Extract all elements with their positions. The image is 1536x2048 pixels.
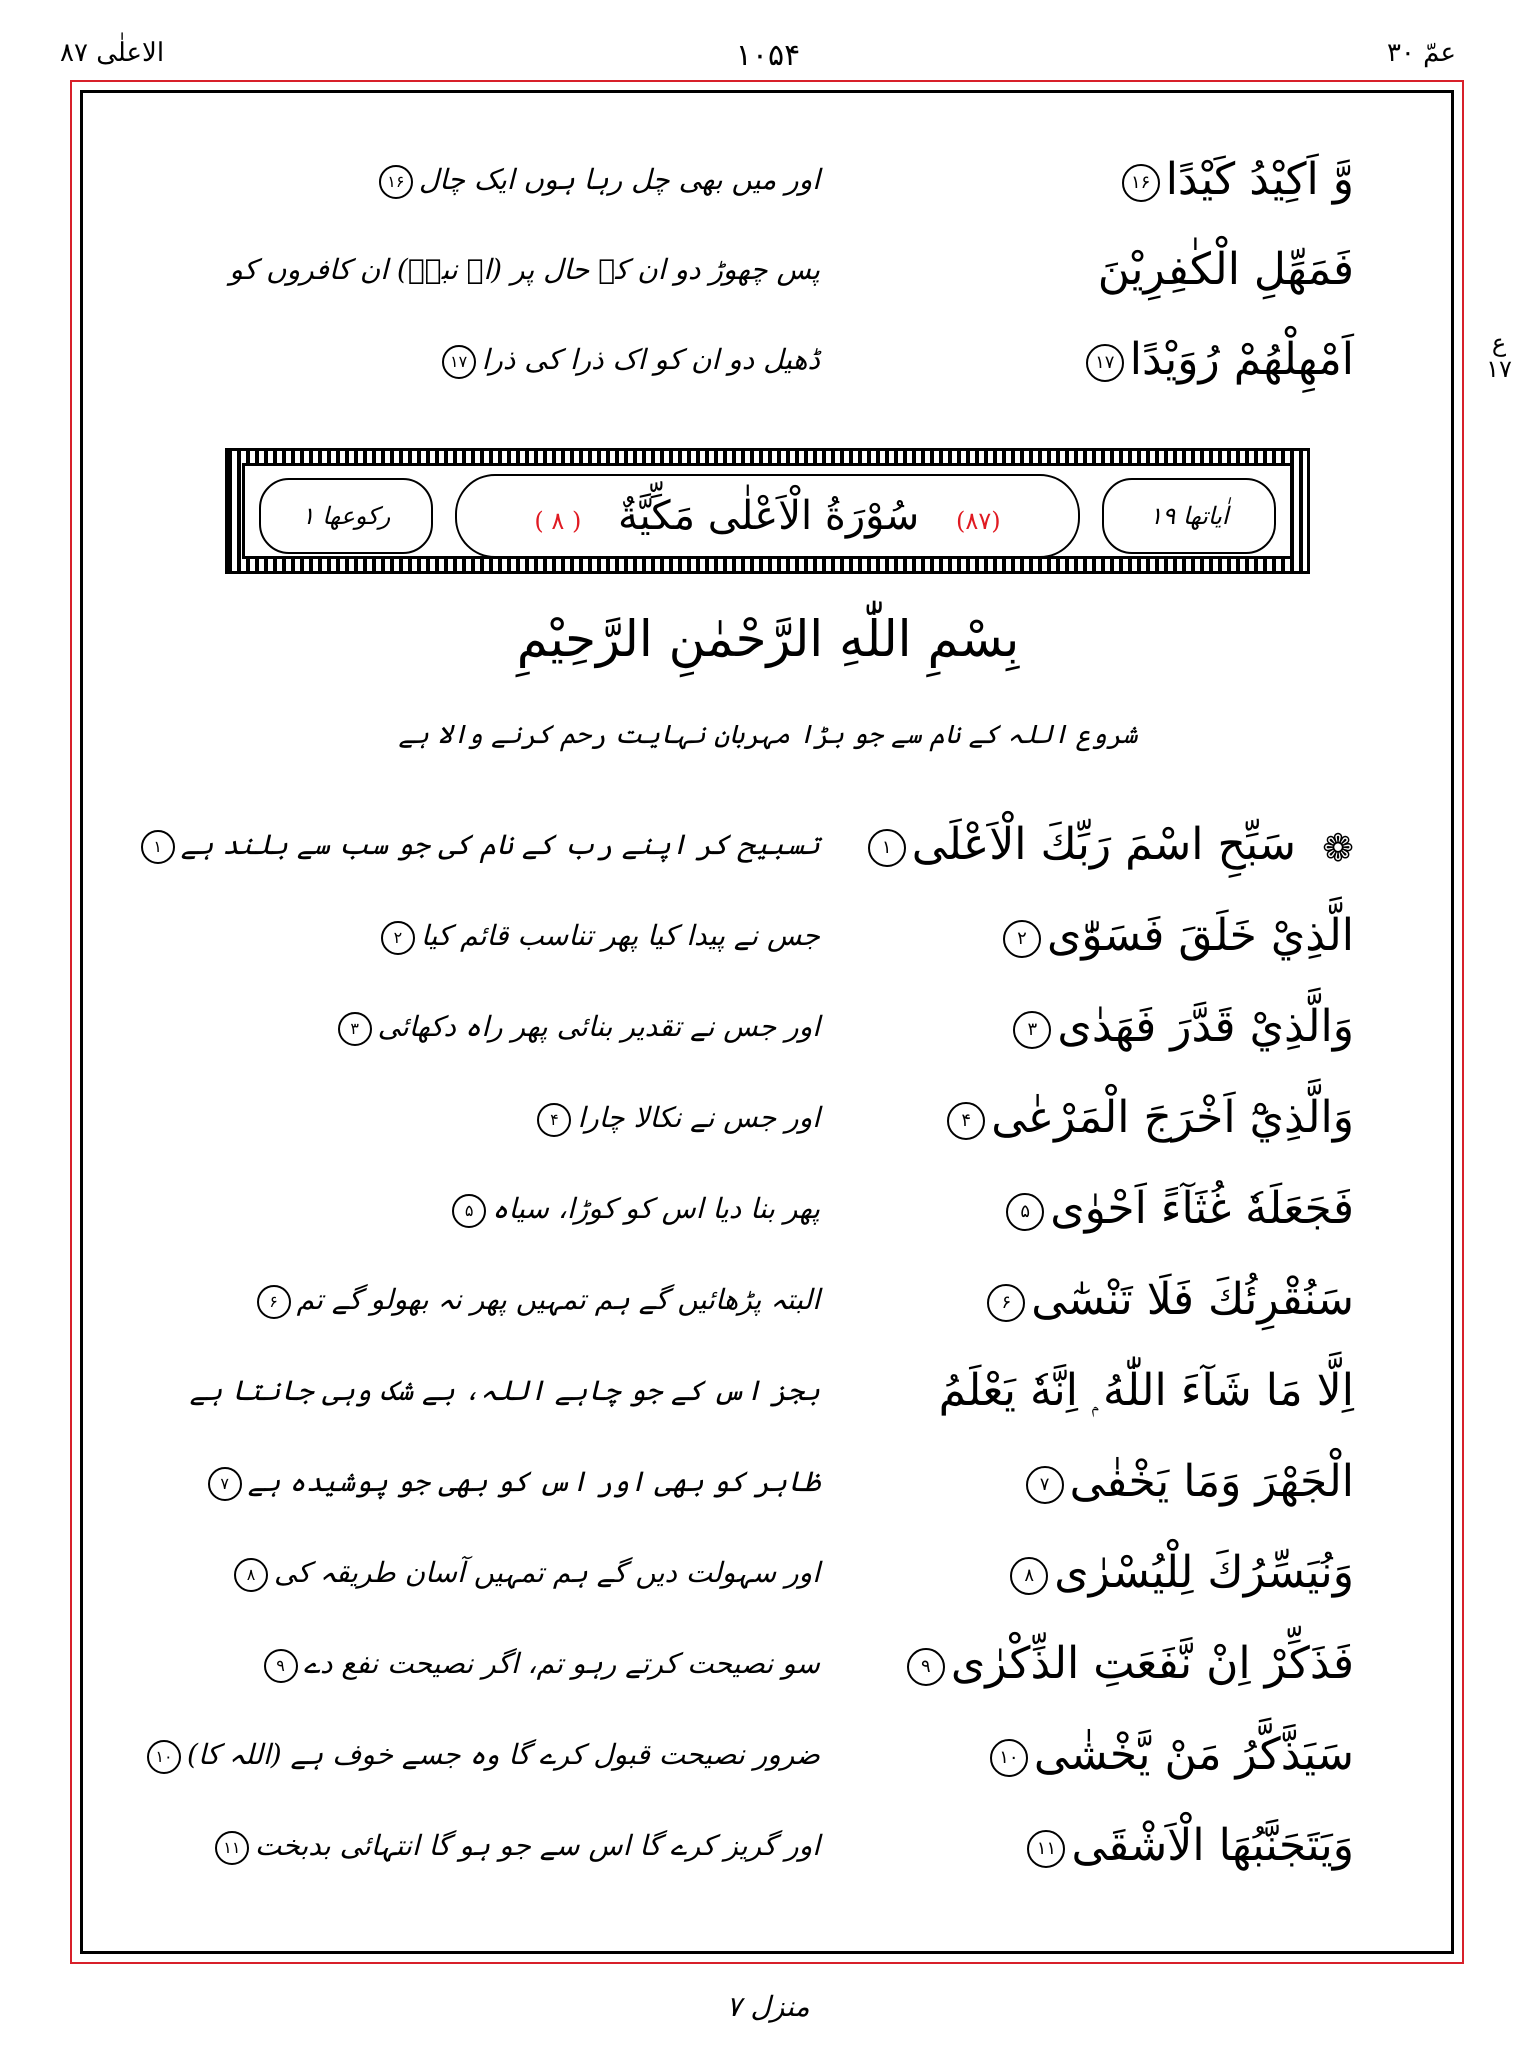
urdu-translation bbox=[155, 1710, 820, 1800]
verse-number: ۲ bbox=[1003, 920, 1041, 958]
arabic-text: وَالَّذِيْ قَدَّرَ فَهَدٰى bbox=[1057, 1001, 1354, 1052]
arabic-verse bbox=[754, 800, 1354, 890]
urdu-text: پھر بنا دیا اس کو کوڑا، سیاہ bbox=[492, 1192, 820, 1225]
arabic-verse bbox=[754, 1801, 1354, 1891]
revelation-order: ( ۸ ) bbox=[534, 507, 582, 535]
verse-row bbox=[80, 225, 1454, 315]
urdu-text: تسبیح کر اپنے رب کے نام کی جو سب سے بلند ہے bbox=[180, 828, 820, 861]
arabic-text: الَّذِيْ خَلَقَ فَسَوّٰى bbox=[1046, 910, 1354, 961]
arabic-text: وَنُيَسِّرُكَ لِلْيُسْرٰى bbox=[1054, 1547, 1354, 1598]
translation-number: ۱ bbox=[141, 830, 175, 864]
urdu-text: اور جس نے نکالا چارا bbox=[577, 1101, 820, 1134]
urdu-text: سو نصیحت کرتے رہو تم، اگر نصیحت نفع دے bbox=[303, 1647, 820, 1680]
verse-row bbox=[80, 1710, 1454, 1800]
urdu-text: البتہ پڑھائیں گے ہم تمہیں پھر نہ بھولو گے تم bbox=[296, 1283, 820, 1316]
verse-number: ۱۱ bbox=[1027, 1830, 1065, 1868]
arabic-verse bbox=[754, 982, 1354, 1072]
translation-number: ۴ bbox=[537, 1103, 571, 1137]
urdu-translation bbox=[153, 800, 820, 890]
arabic-verse bbox=[754, 1528, 1354, 1618]
translation-number: ۹ bbox=[264, 1649, 298, 1683]
translation-number: ۱۷ bbox=[442, 345, 476, 379]
translation-number: ۸ bbox=[234, 1558, 268, 1592]
urdu-text: ضرور نصیحت قبول کرے گا وہ جسے خوف ہے (اللہ کا) bbox=[187, 1738, 820, 1771]
ruku-count-box bbox=[259, 478, 433, 554]
arabic-verse bbox=[754, 315, 1354, 405]
verse-number: ۹ bbox=[907, 1648, 945, 1686]
translation-number: ۷ bbox=[208, 1467, 242, 1501]
urdu-text: جس نے پیدا کیا پھر تناسب قائم کیا bbox=[420, 919, 820, 952]
urdu-text: اور جس نے تقدیر بنائی پھر راہ دکھائی bbox=[377, 1010, 820, 1043]
urdu-translation bbox=[200, 1801, 820, 1891]
translation-number: ۵ bbox=[452, 1194, 486, 1228]
arabic-text: سَنُقْرِئُكَ فَلَا تَنْسٰٓى bbox=[1031, 1274, 1354, 1325]
arabic-verse bbox=[754, 1619, 1354, 1709]
urdu-translation bbox=[200, 1528, 820, 1618]
urdu-translation bbox=[200, 1619, 820, 1709]
arabic-verse bbox=[754, 891, 1354, 981]
arabic-text: فَذَكِّرْ اِنْ نَّفَعَتِ الذِّكْرٰى bbox=[950, 1638, 1354, 1689]
translation-number: ۱۰ bbox=[147, 1740, 181, 1774]
arabic-verse bbox=[754, 1164, 1354, 1254]
verse-row bbox=[80, 135, 1454, 225]
arabic-verse bbox=[754, 225, 1354, 315]
urdu-text: اور سہولت دیں گے ہم تمہیں آسان طریقہ کی bbox=[274, 1556, 820, 1589]
translation-number: ۶ bbox=[257, 1285, 291, 1319]
urdu-translation bbox=[200, 315, 820, 405]
verse-row bbox=[80, 891, 1454, 981]
verse-row bbox=[80, 1619, 1454, 1709]
surah-title: سُوْرَةُ الْاَعْلٰى مَكِّيَّةٌ bbox=[618, 493, 920, 539]
translation-number: ۲ bbox=[381, 921, 415, 955]
urdu-translation bbox=[200, 891, 820, 981]
verse-row bbox=[80, 1073, 1454, 1163]
surah-number: (۸۷) bbox=[956, 507, 1001, 535]
page-number: ۱۰۵۴ bbox=[735, 38, 801, 73]
verse-number: ۷ bbox=[1026, 1466, 1064, 1504]
ayat-count-box bbox=[1102, 478, 1276, 554]
verse-number: ۴ bbox=[947, 1102, 985, 1140]
arabic-text: اَمْهِلْهُمْ رُوَيْدًا bbox=[1129, 334, 1354, 385]
verse-row bbox=[80, 1164, 1454, 1254]
translation-number: ۳ bbox=[338, 1012, 372, 1046]
arabic-text: الْجَهْرَ وَمَا يَخْفٰى bbox=[1069, 1456, 1354, 1507]
ruku-margin-note: ع ۱۷ bbox=[1486, 329, 1512, 383]
translation-number: ۱۱ bbox=[215, 1831, 249, 1865]
arabic-text: سَيَذَّكَّرُ مَنْ يَّخْشٰى bbox=[1033, 1729, 1354, 1780]
verse-number: ۸ bbox=[1010, 1557, 1048, 1595]
verse-number: ۶ bbox=[987, 1284, 1025, 1322]
urdu-text: اور گریز کرے گا اس سے جو ہو گا انتہائی بدبخت bbox=[254, 1829, 820, 1862]
urdu-translation bbox=[200, 135, 820, 225]
arabic-verse bbox=[754, 1255, 1354, 1345]
urdu-translation bbox=[200, 1164, 820, 1254]
arabic-text: اِلَّا مَا شَآءَ اللّٰهُ ۭ اِنَّهٗ يَعْلَمُ bbox=[938, 1365, 1354, 1416]
verse-row bbox=[80, 1255, 1454, 1345]
arabic-text: وَيَتَجَنَّبُهَا الْاَشْقَى bbox=[1071, 1820, 1354, 1871]
verse-row bbox=[80, 315, 1454, 405]
urdu-text: ڈھیل دو ان کو اک ذرا کی ذرا bbox=[481, 343, 820, 376]
verse-number: ۱۶ bbox=[1122, 164, 1160, 202]
verse-row bbox=[80, 1346, 1454, 1436]
urdu-translation bbox=[200, 1073, 820, 1163]
bismillah-translation: شروع اللہ کے نام سے جو بڑا مہربان نہایت رحم کرنے والا ہے bbox=[398, 720, 1138, 750]
arabic-verse bbox=[754, 1346, 1354, 1436]
urdu-translation bbox=[189, 1346, 820, 1436]
header-left: الاعلٰی ۸۷ bbox=[60, 38, 165, 68]
verse-row bbox=[80, 982, 1454, 1072]
ayat-count-label: اٰیاتها ۱۹ bbox=[1149, 502, 1229, 530]
ruku-count-label: رکوعها ۱ bbox=[301, 502, 391, 530]
header-right: عمّ ۳۰ bbox=[1386, 38, 1456, 68]
verse-row bbox=[80, 1801, 1454, 1891]
verse-row bbox=[80, 1528, 1454, 1618]
urdu-text: پس چھوڑ دو ان کے حال پر (اے نبیؐ) ان کافروں کو bbox=[229, 253, 820, 286]
urdu-text: اور میں بھی چل رہا ہوں ایک چال bbox=[418, 163, 820, 196]
arabic-verse bbox=[754, 1073, 1354, 1163]
arabic-verse bbox=[754, 135, 1354, 225]
verse-number: ۱۷ bbox=[1086, 344, 1124, 382]
urdu-translation bbox=[200, 1437, 820, 1527]
urdu-text: بجز اس کے جو چاہے اللہ، بے شک وہی جانتا ہے bbox=[189, 1374, 820, 1407]
arabic-verse bbox=[754, 1437, 1354, 1527]
verse-row bbox=[80, 1437, 1454, 1527]
verse-number: ۱۰ bbox=[990, 1739, 1028, 1777]
verse-number: ۵ bbox=[1006, 1193, 1044, 1231]
surah-title-box bbox=[455, 474, 1080, 558]
manzil-footer: منزل ۷ bbox=[726, 1990, 810, 2023]
arabic-text: وَالَّذِيْٓ اَخْرَجَ الْمَرْعٰى bbox=[991, 1092, 1354, 1143]
urdu-translation bbox=[200, 982, 820, 1072]
urdu-translation bbox=[200, 225, 820, 315]
verse-number: ۳ bbox=[1013, 1011, 1051, 1049]
translation-number: ۱۶ bbox=[379, 165, 413, 199]
surah-banner bbox=[225, 448, 1310, 574]
urdu-translation bbox=[200, 1255, 820, 1345]
verse-number: ۱ bbox=[868, 829, 906, 867]
verse-row bbox=[80, 800, 1454, 890]
urdu-text: ظاہر کو بھی اور اس کو بھی جو پوشیدہ ہے bbox=[247, 1465, 820, 1498]
bismillah: بِسْمِ اللّٰهِ الرَّحْمٰنِ الرَّحِيْمِ bbox=[516, 610, 1020, 668]
rosette-icon: ❁ bbox=[1322, 825, 1354, 870]
arabic-text: سَبِّحِ اسْمَ رَبِّكَ الْاَعْلَى bbox=[911, 819, 1296, 870]
arabic-text: وَّ اَكِيْدُ كَيْدًا bbox=[1165, 154, 1354, 205]
arabic-text: فَجَعَلَهٗ غُثَآءً اَحْوٰى bbox=[1050, 1183, 1354, 1234]
arabic-text: فَمَهِّلِ الْكٰفِرِيْنَ bbox=[1097, 244, 1354, 295]
surah-banner-inner bbox=[242, 463, 1293, 559]
arabic-verse bbox=[754, 1710, 1354, 1800]
